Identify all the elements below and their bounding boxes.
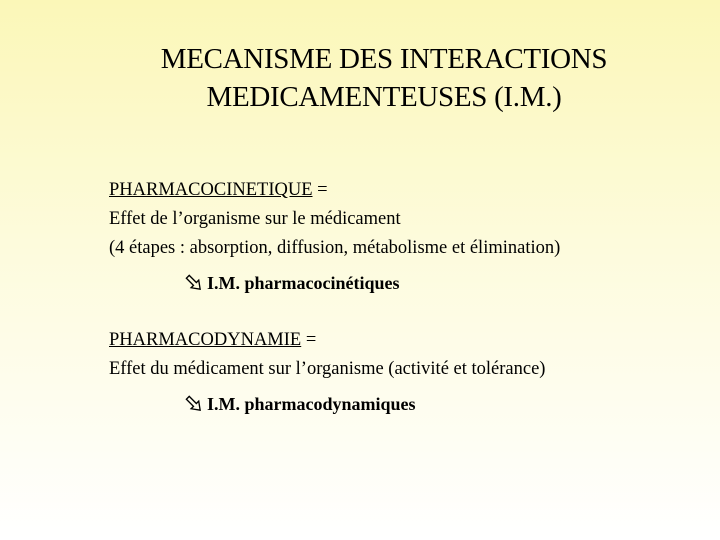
outlined-diagonal-arrow-icon [184,394,203,413]
pharmacodynamics-consequence-label: I.M. pharmacodynamiques [207,394,416,414]
outlined-diagonal-arrow-icon [184,273,203,292]
pharmacokinetics-equals: = [312,180,328,200]
title-line-1: MECANISME DES INTERACTIONS [160,43,608,75]
pharmacokinetics-consequence [184,269,560,298]
pharmacodynamics-consequence [184,390,545,419]
pharmacodynamics-equals: = [301,330,317,350]
pharmacokinetics-term: PHARMACOCINETIQUE [109,180,313,200]
pharmacodynamics-heading-line [109,326,545,355]
pharmacodynamics-term: PHARMACODYNAMIE [109,330,302,350]
pharmacokinetics-heading-line [109,176,560,205]
pharmacodynamics-section [109,326,545,419]
pharmacokinetics-definition: Effet de l’organisme sur le médicament [109,209,401,229]
slide-title [0,40,720,116]
pharmacokinetics-steps: (4 étapes : absorption, diffusion, métabolisme et élimination) [109,238,561,258]
pharmacokinetics-consequence-label: I.M. pharmacocinétiques [207,273,400,293]
pharmacokinetics-section [109,176,560,298]
pharmacodynamics-definition: Effet du médicament sur l’organisme (activité et tolérance) [109,359,546,379]
title-line-2: MEDICAMENTEUSES (I.M.) [206,81,562,113]
